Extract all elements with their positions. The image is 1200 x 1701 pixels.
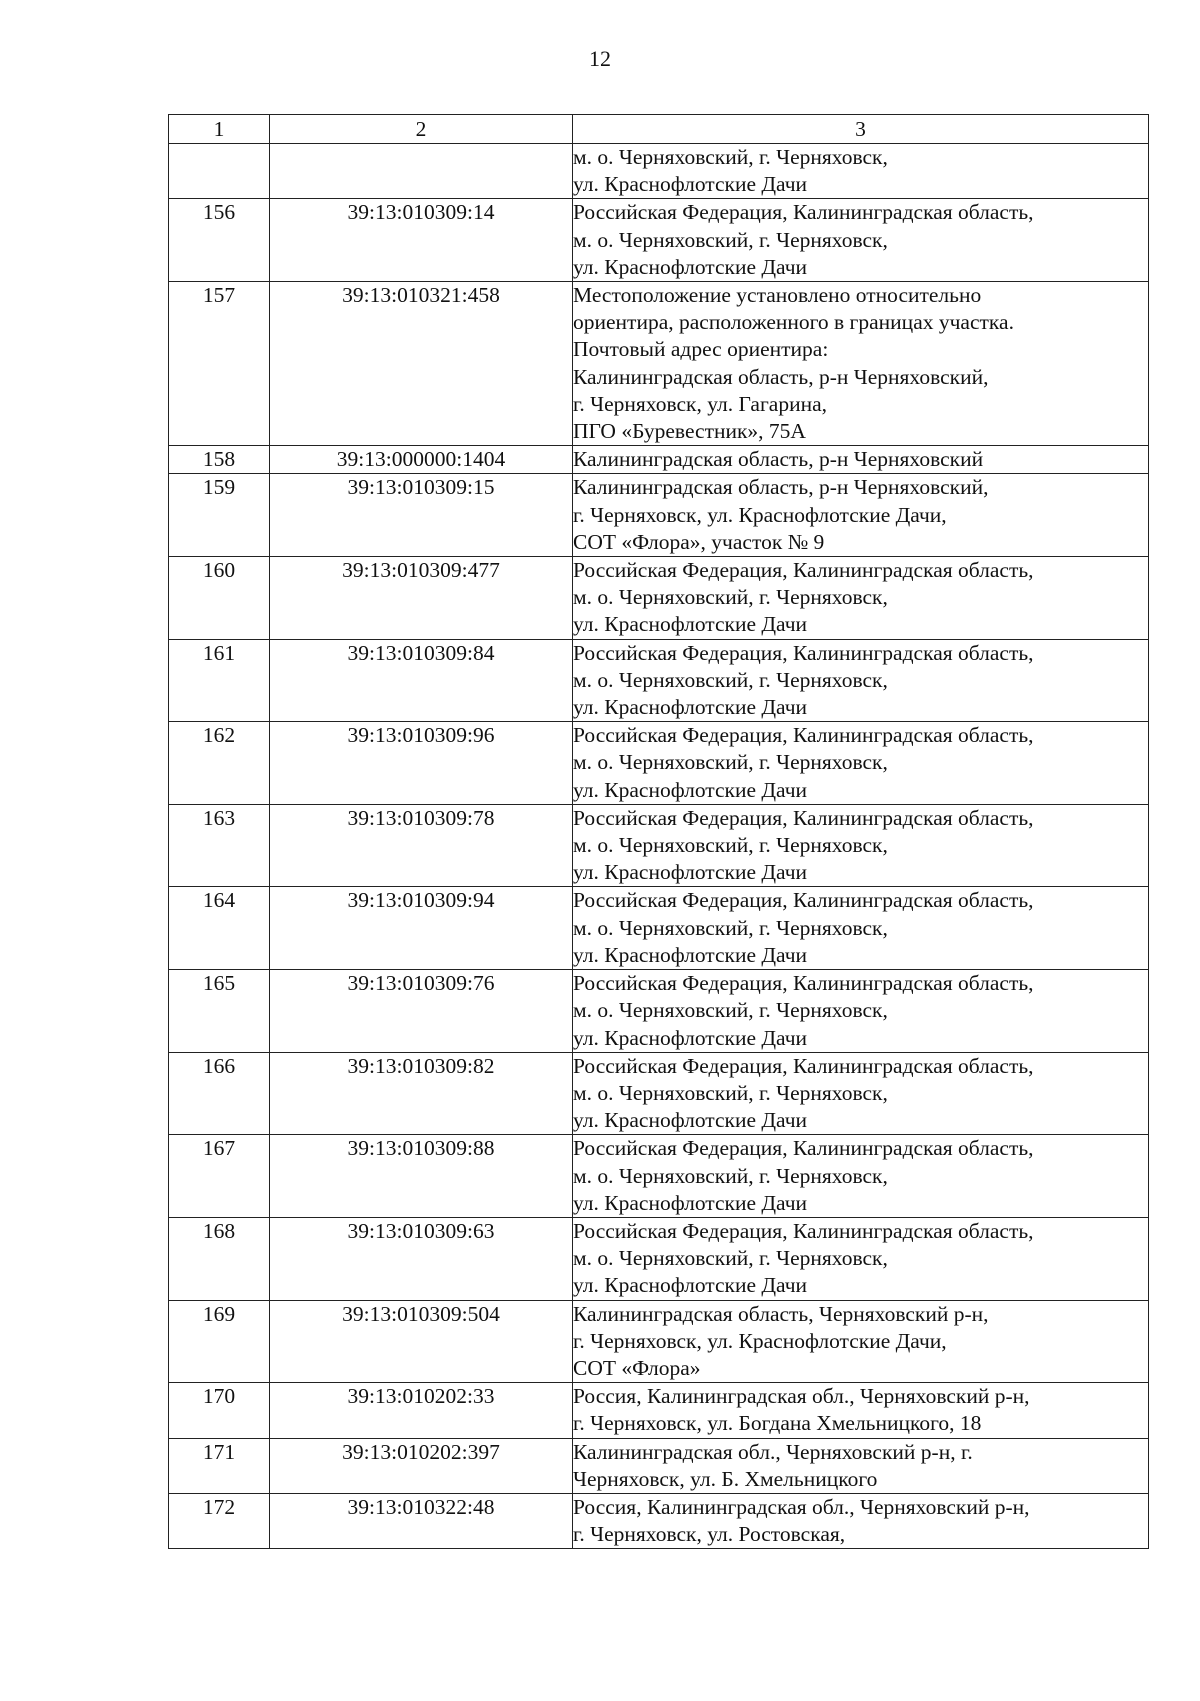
address-line: Калининградская обл., Черняховский р-н, г. — [573, 1439, 973, 1464]
address-line: СОТ «Флора», участок № 9 — [573, 529, 825, 554]
table-body — [169, 144, 1149, 1549]
column-header-1: 1 — [169, 115, 270, 144]
table-row — [169, 1135, 1149, 1218]
row-number-cell: 163 — [169, 804, 270, 887]
address-line: м. о. Черняховский, г. Черняховск, — [573, 227, 888, 252]
address-line: Российская Федерация, Калининградская область, — [573, 1053, 1034, 1078]
address-cell — [573, 199, 1149, 282]
address-line: ул. Краснофлотские Дачи — [573, 612, 808, 637]
address-line: Калининградская область, Черняховский р-н, — [573, 1301, 989, 1326]
row-number-cell: 157 — [169, 282, 270, 446]
row-number-cell: 158 — [169, 446, 270, 474]
address-line: м. о. Черняховский, г. Черняховск, — [573, 145, 888, 169]
row-number-cell: 160 — [169, 557, 270, 640]
address-line: г. Черняховск, ул. Краснофлотские Дачи, — [573, 1328, 947, 1353]
cadastral-number-cell: 39:13:000000:1404 — [270, 446, 573, 474]
row-number-cell: 156 — [169, 199, 270, 282]
cadastral-number-cell: 39:13:010309:504 — [270, 1300, 573, 1383]
address-line: СОТ «Флора» — [573, 1355, 701, 1380]
address-cell — [573, 639, 1149, 722]
address-line: м. о. Черняховский, г. Черняховск, — [573, 750, 888, 775]
table-row — [169, 1493, 1149, 1548]
address-cell — [573, 970, 1149, 1053]
table-row — [169, 722, 1149, 805]
address-line: ул. Краснофлотские Дачи — [573, 695, 808, 720]
address-line: Российская Федерация, Калининградская область, — [573, 805, 1034, 830]
table-row — [169, 970, 1149, 1053]
address-line: Россия, Калининградская обл., Черняховский р-н, — [573, 1384, 1030, 1409]
cadastral-number-cell: 39:13:010202:397 — [270, 1438, 573, 1493]
header-row — [169, 115, 1149, 144]
address-cell — [573, 1135, 1149, 1218]
table-row — [169, 1217, 1149, 1300]
table-row — [169, 1383, 1149, 1438]
address-line: ул. Краснофлотские Дачи — [573, 172, 808, 197]
cadastral-number-cell: 39:13:010309:84 — [270, 639, 573, 722]
row-number-cell: 168 — [169, 1217, 270, 1300]
cadastral-number-cell: 39:13:010321:458 — [270, 282, 573, 446]
address-line: г. Черняховск, ул. Ростовская, — [573, 1522, 846, 1547]
row-number-cell: 162 — [169, 722, 270, 805]
address-cell — [573, 887, 1149, 970]
address-cell — [573, 1217, 1149, 1300]
address-line: ул. Краснофлотские Дачи — [573, 1273, 808, 1298]
address-line: Российская Федерация, Калининградская область, — [573, 888, 1034, 913]
cadastral-number-cell: 39:13:010322:48 — [270, 1493, 573, 1548]
cadastral-number-cell: 39:13:010202:33 — [270, 1383, 573, 1438]
address-line: Местоположение установлено относительно — [573, 283, 982, 308]
address-cell — [573, 1438, 1149, 1493]
address-line: ул. Краснофлотские Дачи — [573, 942, 808, 967]
address-line: Калининградская область, р-н Черняховский, — [573, 475, 989, 500]
table-row — [169, 446, 1149, 474]
row-number-cell: 161 — [169, 639, 270, 722]
cadastral-number-cell: 39:13:010309:94 — [270, 887, 573, 970]
address-cell — [573, 804, 1149, 887]
address-cell — [573, 1493, 1149, 1548]
address-line: Российская Федерация, Калининградская область, — [573, 200, 1034, 225]
table-row — [169, 887, 1149, 970]
address-cell — [573, 282, 1149, 446]
address-line: Почтовый адрес ориентира: — [573, 337, 829, 362]
cadastral-number-cell: 39:13:010309:63 — [270, 1217, 573, 1300]
cadastral-number-cell: 39:13:010309:76 — [270, 970, 573, 1053]
row-number-cell: 169 — [169, 1300, 270, 1383]
address-line: м. о. Черняховский, г. Черняховск, — [573, 915, 888, 940]
address-line: ул. Краснофлотские Дачи — [573, 860, 808, 885]
address-line: Черняховск, ул. Б. Хмельницкого — [573, 1466, 878, 1491]
address-cell — [573, 722, 1149, 805]
table-row — [169, 1438, 1149, 1493]
address-cell — [573, 1383, 1149, 1438]
address-line: м. о. Черняховский, г. Черняховск, — [573, 1163, 888, 1188]
address-line: Российская Федерация, Калининградская область, — [573, 1136, 1034, 1161]
address-line: г. Черняховск, ул. Краснофлотские Дачи, — [573, 502, 947, 527]
address-line: ПГО «Буревестник», 75А — [573, 419, 806, 444]
address-line: Калининградская область, р-н Черняховский, — [573, 364, 989, 389]
row-number-cell: 172 — [169, 1493, 270, 1548]
address-cell — [573, 446, 1149, 474]
table-row — [169, 1052, 1149, 1135]
address-line: г. Черняховск, ул. Богдана Хмельницкого, 18 — [573, 1411, 982, 1436]
row-number-cell: 167 — [169, 1135, 270, 1218]
cadastral-number-cell: 39:13:010309:78 — [270, 804, 573, 887]
cadastral-number-cell: 39:13:010309:477 — [270, 557, 573, 640]
cadastral-number-cell: 39:13:010309:82 — [270, 1052, 573, 1135]
row-number-cell: 164 — [169, 887, 270, 970]
address-line: Российская Федерация, Калининградская область, — [573, 558, 1034, 583]
row-number-cell: 171 — [169, 1438, 270, 1493]
address-line: Российская Федерация, Калининградская область, — [573, 971, 1034, 996]
address-line: ул. Краснофлотские Дачи — [573, 1190, 808, 1215]
table-row — [169, 474, 1149, 557]
address-line: м. о. Черняховский, г. Черняховск, — [573, 1080, 888, 1105]
address-line: м. о. Черняховский, г. Черняховск, — [573, 667, 888, 692]
address-line: Калининградская область, р-н Черняховский — [573, 447, 984, 472]
cadastral-number-cell: 39:13:010309:88 — [270, 1135, 573, 1218]
address-line: ул. Краснофлотские Дачи — [573, 254, 808, 279]
address-cell — [573, 1300, 1149, 1383]
cadastral-number-cell — [270, 144, 573, 199]
column-header-2: 2 — [270, 115, 573, 144]
address-line: м. о. Черняховский, г. Черняховск, — [573, 833, 888, 858]
address-line: ориентира, расположенного в границах участка. — [573, 310, 1014, 335]
address-cell — [573, 144, 1149, 199]
row-number-cell: 166 — [169, 1052, 270, 1135]
row-number-cell: 159 — [169, 474, 270, 557]
table-row — [169, 282, 1149, 446]
table-row — [169, 557, 1149, 640]
address-cell — [573, 557, 1149, 640]
address-line: Российская Федерация, Калининградская область, — [573, 723, 1034, 748]
address-cell — [573, 474, 1149, 557]
address-line: Российская Федерация, Калининградская область, — [573, 640, 1034, 665]
row-number-cell: 170 — [169, 1383, 270, 1438]
table-row — [169, 144, 1149, 199]
page-number: 12 — [589, 46, 611, 71]
address-cell — [573, 1052, 1149, 1135]
address-line: ул. Краснофлотские Дачи — [573, 1108, 808, 1133]
cadastral-number-cell: 39:13:010309:96 — [270, 722, 573, 805]
address-line: м. о. Черняховский, г. Черняховск, — [573, 585, 888, 610]
address-line: м. о. Черняховский, г. Черняховск, — [573, 998, 888, 1023]
column-header-3: 3 — [573, 115, 1149, 144]
table-row — [169, 639, 1149, 722]
row-number-cell: 165 — [169, 970, 270, 1053]
address-line: Российская Федерация, Калининградская область, — [573, 1218, 1034, 1243]
address-line: ул. Краснофлотские Дачи — [573, 1025, 808, 1050]
table-row — [169, 804, 1149, 887]
address-line: ул. Краснофлотские Дачи — [573, 777, 808, 802]
cadastral-number-cell: 39:13:010309:14 — [270, 199, 573, 282]
address-line: г. Черняховск, ул. Гагарина, — [573, 391, 828, 416]
parcel-table — [168, 114, 1149, 1549]
address-line: м. о. Черняховский, г. Черняховск, — [573, 1246, 888, 1271]
cadastral-number-cell: 39:13:010309:15 — [270, 474, 573, 557]
row-number-cell — [169, 144, 270, 199]
address-line: Россия, Калининградская обл., Черняховский р-н, — [573, 1494, 1030, 1519]
table-row — [169, 1300, 1149, 1383]
table-row — [169, 199, 1149, 282]
table-header — [169, 115, 1149, 144]
